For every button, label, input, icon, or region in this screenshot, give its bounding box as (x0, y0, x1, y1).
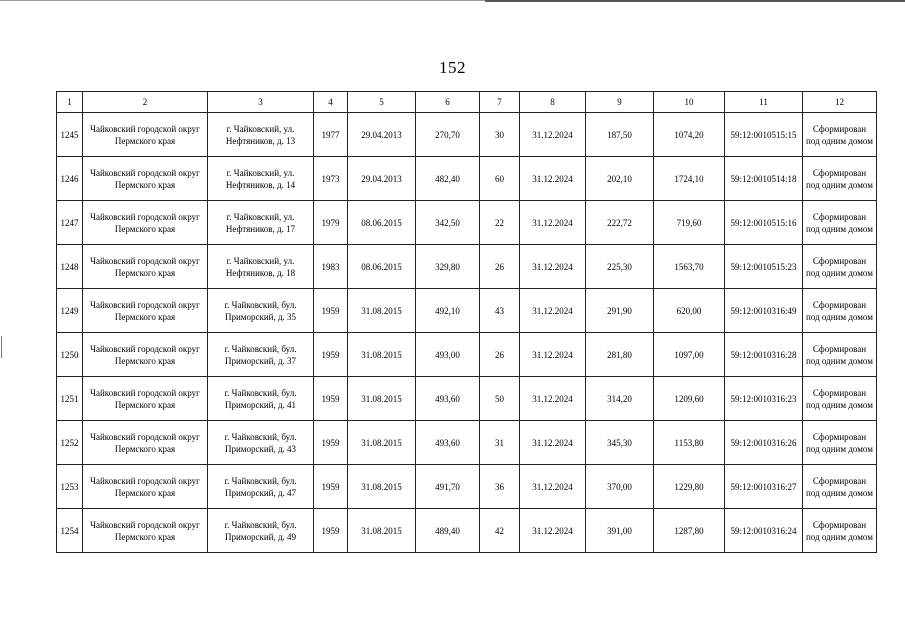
year-built-cell: 1973 (314, 157, 348, 201)
column-number: 12 (803, 92, 877, 113)
land-status-cell: Сформирован под одним домом (803, 113, 877, 157)
year-built-cell: 1979 (314, 201, 348, 245)
inclusion-date-cell: 29.04.2013 (348, 157, 416, 201)
land-area-cell: 719,60 (654, 201, 725, 245)
column-number: 10 (654, 92, 725, 113)
living-area-cell: 291,90 (586, 289, 654, 333)
deadline-cell: 31.12.2024 (520, 333, 586, 377)
inclusion-date-cell: 31.08.2015 (348, 421, 416, 465)
row-number-cell: 1249 (57, 289, 83, 333)
total-area-cell: 493,00 (416, 333, 480, 377)
total-area-cell: 493,60 (416, 377, 480, 421)
address-cell: г. Чайковский, ул. Нефтяников, д. 18 (208, 245, 314, 289)
municipality-cell: Чайковский городской округ Пермского края (83, 245, 208, 289)
page-number: 152 (439, 58, 466, 77)
deadline-cell: 31.12.2024 (520, 113, 586, 157)
column-number: 11 (725, 92, 803, 113)
address-cell: г. Чайковский, ул. Нефтяников, д. 13 (208, 113, 314, 157)
deadline-cell: 31.12.2024 (520, 509, 586, 553)
registry-table-body (57, 92, 877, 553)
land-area-cell: 620,00 (654, 289, 725, 333)
inclusion-date-cell: 31.08.2015 (348, 333, 416, 377)
inclusion-date-cell: 31.08.2015 (348, 509, 416, 553)
column-number: 2 (83, 92, 208, 113)
margin-mark (1, 336, 2, 358)
land-area-cell: 1097,00 (654, 333, 725, 377)
land-status-cell: Сформирован под одним домом (803, 465, 877, 509)
land-area-cell: 1209,60 (654, 377, 725, 421)
living-area-cell: 345,30 (586, 421, 654, 465)
residents-cell: 26 (480, 245, 520, 289)
municipality-cell: Чайковский городской округ Пермского края (83, 157, 208, 201)
deadline-cell: 31.12.2024 (520, 377, 586, 421)
deadline-cell: 31.12.2024 (520, 465, 586, 509)
land-area-cell: 1563,70 (654, 245, 725, 289)
land-area-cell: 1724,10 (654, 157, 725, 201)
municipality-cell: Чайковский городской округ Пермского края (83, 113, 208, 157)
cadastral-number-cell: 59:12:0010515:23 (725, 245, 803, 289)
deadline-cell: 31.12.2024 (520, 157, 586, 201)
inclusion-date-cell: 31.08.2015 (348, 289, 416, 333)
inclusion-date-cell: 31.08.2015 (348, 465, 416, 509)
column-number: 8 (520, 92, 586, 113)
municipality-cell: Чайковский городской округ Пермского края (83, 333, 208, 377)
living-area-cell: 370,00 (586, 465, 654, 509)
land-status-cell: Сформирован под одним домом (803, 377, 877, 421)
municipality-cell: Чайковский городской округ Пермского края (83, 289, 208, 333)
land-status-cell: Сформирован под одним домом (803, 157, 877, 201)
address-cell: г. Чайковский, бул. Приморский, д. 37 (208, 333, 314, 377)
table-row (57, 421, 877, 465)
cadastral-number-cell: 59:12:0010316:24 (725, 509, 803, 553)
table-row (57, 157, 877, 201)
scan-edge-line (485, 0, 905, 2)
row-number-cell: 1247 (57, 201, 83, 245)
column-number: 3 (208, 92, 314, 113)
table-row (57, 465, 877, 509)
land-status-cell: Сформирован под одним домом (803, 509, 877, 553)
address-cell: г. Чайковский, ул. Нефтяников, д. 17 (208, 201, 314, 245)
total-area-cell: 492,10 (416, 289, 480, 333)
registry-table (56, 91, 877, 553)
column-number: 1 (57, 92, 83, 113)
living-area-cell: 225,30 (586, 245, 654, 289)
table-row (57, 333, 877, 377)
living-area-cell: 391,00 (586, 509, 654, 553)
living-area-cell: 187,50 (586, 113, 654, 157)
land-status-cell: Сформирован под одним домом (803, 201, 877, 245)
inclusion-date-cell: 31.08.2015 (348, 377, 416, 421)
year-built-cell: 1959 (314, 377, 348, 421)
address-cell: г. Чайковский, бул. Приморский, д. 43 (208, 421, 314, 465)
living-area-cell: 314,20 (586, 377, 654, 421)
row-number-cell: 1251 (57, 377, 83, 421)
residents-cell: 36 (480, 465, 520, 509)
year-built-cell: 1959 (314, 465, 348, 509)
municipality-cell: Чайковский городской округ Пермского края (83, 377, 208, 421)
address-cell: г. Чайковский, бул. Приморский, д. 49 (208, 509, 314, 553)
land-area-cell: 1074,20 (654, 113, 725, 157)
inclusion-date-cell: 08.06.2015 (348, 201, 416, 245)
table-row (57, 201, 877, 245)
deadline-cell: 31.12.2024 (520, 421, 586, 465)
total-area-cell: 342,50 (416, 201, 480, 245)
residents-cell: 31 (480, 421, 520, 465)
cadastral-number-cell: 59:12:0010316:23 (725, 377, 803, 421)
living-area-cell: 202,10 (586, 157, 654, 201)
total-area-cell: 329,80 (416, 245, 480, 289)
row-number-cell: 1246 (57, 157, 83, 201)
cadastral-number-cell: 59:12:0010316:26 (725, 421, 803, 465)
residents-cell: 42 (480, 509, 520, 553)
row-number-cell: 1250 (57, 333, 83, 377)
address-cell: г. Чайковский, бул. Приморский, д. 41 (208, 377, 314, 421)
year-built-cell: 1983 (314, 245, 348, 289)
total-area-cell: 482,40 (416, 157, 480, 201)
year-built-cell: 1959 (314, 333, 348, 377)
year-built-cell: 1959 (314, 421, 348, 465)
table-row (57, 113, 877, 157)
residents-cell: 22 (480, 201, 520, 245)
year-built-cell: 1977 (314, 113, 348, 157)
cadastral-number-cell: 59:12:0010515:16 (725, 201, 803, 245)
address-cell: г. Чайковский, ул. Нефтяников, д. 14 (208, 157, 314, 201)
residents-cell: 50 (480, 377, 520, 421)
deadline-cell: 31.12.2024 (520, 245, 586, 289)
table-row (57, 289, 877, 333)
address-cell: г. Чайковский, бул. Приморский, д. 47 (208, 465, 314, 509)
municipality-cell: Чайковский городской округ Пермского края (83, 201, 208, 245)
year-built-cell: 1959 (314, 509, 348, 553)
land-area-cell: 1287,80 (654, 509, 725, 553)
row-number-cell: 1245 (57, 113, 83, 157)
land-area-cell: 1229,80 (654, 465, 725, 509)
inclusion-date-cell: 08.06.2015 (348, 245, 416, 289)
land-status-cell: Сформирован под одним домом (803, 245, 877, 289)
column-number: 4 (314, 92, 348, 113)
row-number-cell: 1254 (57, 509, 83, 553)
total-area-cell: 270,70 (416, 113, 480, 157)
living-area-cell: 222,72 (586, 201, 654, 245)
inclusion-date-cell: 29.04.2013 (348, 113, 416, 157)
cadastral-number-cell: 59:12:0010316:49 (725, 289, 803, 333)
cadastral-number-cell: 59:12:0010514:18 (725, 157, 803, 201)
residents-cell: 60 (480, 157, 520, 201)
residents-cell: 26 (480, 333, 520, 377)
cadastral-number-cell: 59:12:0010316:27 (725, 465, 803, 509)
municipality-cell: Чайковский городской округ Пермского края (83, 465, 208, 509)
land-status-cell: Сформирован под одним домом (803, 289, 877, 333)
total-area-cell: 491,70 (416, 465, 480, 509)
residents-cell: 30 (480, 113, 520, 157)
deadline-cell: 31.12.2024 (520, 201, 586, 245)
column-number: 5 (348, 92, 416, 113)
table-row (57, 245, 877, 289)
cadastral-number-cell: 59:12:0010515:15 (725, 113, 803, 157)
deadline-cell: 31.12.2024 (520, 289, 586, 333)
land-status-cell: Сформирован под одним домом (803, 333, 877, 377)
row-number-cell: 1252 (57, 421, 83, 465)
residents-cell: 43 (480, 289, 520, 333)
row-number-cell: 1248 (57, 245, 83, 289)
year-built-cell: 1959 (314, 289, 348, 333)
municipality-cell: Чайковский городской округ Пермского края (83, 421, 208, 465)
table-row (57, 509, 877, 553)
total-area-cell: 489,40 (416, 509, 480, 553)
row-number-cell: 1253 (57, 465, 83, 509)
land-status-cell: Сформирован под одним домом (803, 421, 877, 465)
column-number: 9 (586, 92, 654, 113)
municipality-cell: Чайковский городской округ Пермского края (83, 509, 208, 553)
table-row (57, 377, 877, 421)
living-area-cell: 281,80 (586, 333, 654, 377)
column-number: 6 (416, 92, 480, 113)
address-cell: г. Чайковский, бул. Приморский, д. 35 (208, 289, 314, 333)
column-number-row (57, 92, 877, 113)
cadastral-number-cell: 59:12:0010316:28 (725, 333, 803, 377)
column-number: 7 (480, 92, 520, 113)
land-area-cell: 1153,80 (654, 421, 725, 465)
total-area-cell: 493,60 (416, 421, 480, 465)
